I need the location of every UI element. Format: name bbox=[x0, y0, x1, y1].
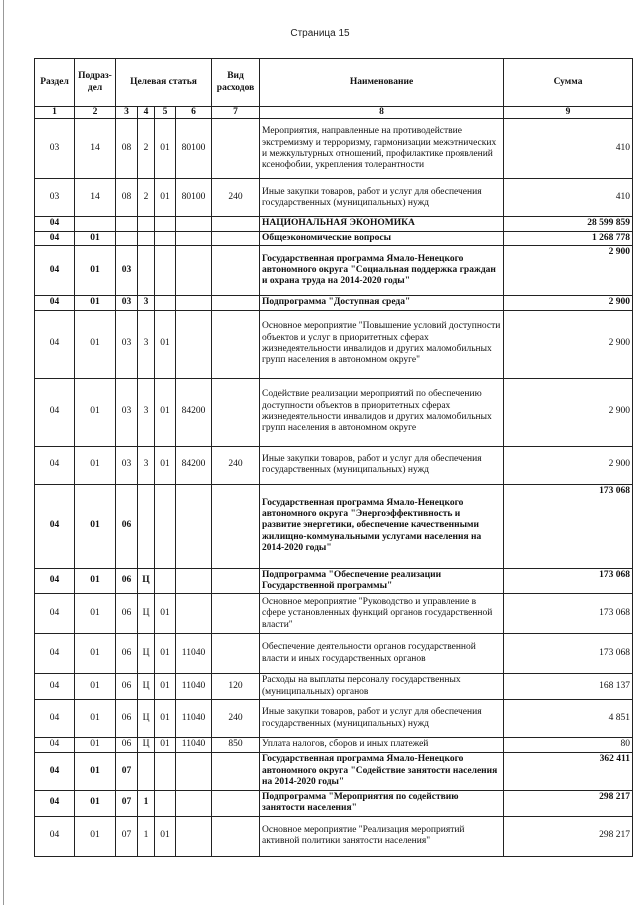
subprogram-cell: 3 bbox=[138, 446, 155, 484]
table-row bbox=[35, 231, 633, 245]
event-cell: 01 bbox=[155, 378, 176, 446]
program-cell bbox=[116, 217, 138, 231]
page-label: Страница 15 bbox=[290, 28, 350, 39]
event-cell: 01 bbox=[155, 119, 176, 179]
subprogram-cell: Ц bbox=[138, 594, 155, 634]
name-cell: Мероприятия, направленные на противодействие экстремизму и терроризму, гармонизации межэтнических и межкультурных отношений, профилактике проявлений ксенофобии, укрепления толерантности bbox=[260, 119, 504, 179]
expense-type-cell bbox=[212, 752, 260, 790]
event-cell bbox=[155, 231, 176, 245]
direction-cell bbox=[176, 484, 212, 568]
header-razdel: Раздел bbox=[35, 59, 75, 107]
podrazdel-cell: 01 bbox=[75, 634, 116, 674]
direction-cell bbox=[176, 568, 212, 594]
table-row bbox=[35, 246, 633, 296]
event-cell: 01 bbox=[155, 738, 176, 752]
direction-cell bbox=[176, 594, 212, 634]
razdel-cell: 04 bbox=[35, 752, 75, 790]
expense-type-cell: 240 bbox=[212, 446, 260, 484]
direction-cell bbox=[176, 790, 212, 816]
table-row bbox=[35, 816, 633, 856]
program-cell: 06 bbox=[116, 634, 138, 674]
subprogram-cell: 1 bbox=[138, 790, 155, 816]
table-row bbox=[35, 310, 633, 378]
table-row bbox=[35, 296, 633, 310]
table-row bbox=[35, 378, 633, 446]
header-summa: Сумма bbox=[504, 59, 633, 107]
event-cell bbox=[155, 790, 176, 816]
expense-type-cell: 850 bbox=[212, 738, 260, 752]
direction-cell: 84200 bbox=[176, 446, 212, 484]
podrazdel-cell: 01 bbox=[75, 378, 116, 446]
sum-cell: 362 411 bbox=[504, 752, 633, 790]
direction-cell bbox=[176, 816, 212, 856]
name-cell: Содействие реализации мероприятий по обеспечению доступности объектов в приоритетных сферах жизнедеятельности инвалидов и других маломобильных групп населения в автономном округе bbox=[260, 378, 504, 446]
subprogram-cell bbox=[138, 246, 155, 296]
subprogram-cell bbox=[138, 217, 155, 231]
event-cell bbox=[155, 568, 176, 594]
name-cell: Основное мероприятие "Реализация мероприятий активной политики занятости населения" bbox=[260, 816, 504, 856]
sum-cell: 2 900 bbox=[504, 246, 633, 296]
program-cell: 08 bbox=[116, 119, 138, 179]
event-cell: 01 bbox=[155, 594, 176, 634]
subprogram-cell: Ц bbox=[138, 738, 155, 752]
direction-cell: 80100 bbox=[176, 179, 212, 217]
table-row bbox=[35, 700, 633, 738]
table-row bbox=[35, 179, 633, 217]
expense-type-cell bbox=[212, 484, 260, 568]
podrazdel-cell: 01 bbox=[75, 568, 116, 594]
table-row bbox=[35, 752, 633, 790]
program-cell: 07 bbox=[116, 816, 138, 856]
subprogram-cell bbox=[138, 752, 155, 790]
razdel-cell: 04 bbox=[35, 634, 75, 674]
program-cell bbox=[116, 231, 138, 245]
razdel-cell: 04 bbox=[35, 594, 75, 634]
razdel-cell: 04 bbox=[35, 296, 75, 310]
sum-cell: 173 068 bbox=[504, 568, 633, 594]
program-cell: 06 bbox=[116, 738, 138, 752]
program-cell: 03 bbox=[116, 446, 138, 484]
podrazdel-cell: 01 bbox=[75, 484, 116, 568]
razdel-cell: 04 bbox=[35, 790, 75, 816]
razdel-cell: 04 bbox=[35, 231, 75, 245]
direction-cell: 11040 bbox=[176, 634, 212, 674]
event-cell bbox=[155, 296, 176, 310]
event-cell bbox=[155, 217, 176, 231]
expense-type-cell bbox=[212, 634, 260, 674]
name-cell: Иные закупки товаров, работ и услуг для обеспечения государственных (муниципальных) нужд bbox=[260, 700, 504, 738]
expense-type-cell bbox=[212, 310, 260, 378]
sum-cell: 2 900 bbox=[504, 378, 633, 446]
sum-cell: 80 bbox=[504, 738, 633, 752]
col-number: 7 bbox=[212, 107, 260, 119]
razdel-cell: 04 bbox=[35, 674, 75, 700]
name-cell: Подпрограмма "Мероприятия по содействию занятости населения" bbox=[260, 790, 504, 816]
program-cell: 07 bbox=[116, 752, 138, 790]
razdel-cell: 04 bbox=[35, 378, 75, 446]
expense-type-cell: 240 bbox=[212, 179, 260, 217]
event-cell: 01 bbox=[155, 446, 176, 484]
sum-cell: 298 217 bbox=[504, 790, 633, 816]
sum-cell: 1 268 778 bbox=[504, 231, 633, 245]
name-cell: Основное мероприятие "Повышение условий доступности объектов и услуг в приоритетных сферах жизнедеятельности инвалидов и других маломобильных групп населения в автономном округе" bbox=[260, 310, 504, 378]
razdel-cell: 03 bbox=[35, 119, 75, 179]
subprogram-cell: 3 bbox=[138, 296, 155, 310]
expense-type-cell: 120 bbox=[212, 674, 260, 700]
event-cell: 01 bbox=[155, 674, 176, 700]
subprogram-cell: 2 bbox=[138, 119, 155, 179]
name-cell: Иные закупки товаров, работ и услуг для обеспечения государственных (муниципальных) нужд bbox=[260, 446, 504, 484]
program-cell: 03 bbox=[116, 378, 138, 446]
program-cell: 06 bbox=[116, 674, 138, 700]
subprogram-cell bbox=[138, 484, 155, 568]
direction-cell bbox=[176, 752, 212, 790]
subprogram-cell: 2 bbox=[138, 179, 155, 217]
razdel-cell: 04 bbox=[35, 310, 75, 378]
podrazdel-cell: 14 bbox=[75, 179, 116, 217]
program-cell: 07 bbox=[116, 790, 138, 816]
razdel-cell: 04 bbox=[35, 217, 75, 231]
name-cell: Подпрограмма "Доступная среда" bbox=[260, 296, 504, 310]
table-row bbox=[35, 738, 633, 752]
sum-cell: 173 068 bbox=[504, 634, 633, 674]
table-row bbox=[35, 790, 633, 816]
event-cell bbox=[155, 484, 176, 568]
podrazdel-cell: 01 bbox=[75, 752, 116, 790]
sum-cell: 4 851 bbox=[504, 700, 633, 738]
razdel-cell: 04 bbox=[35, 816, 75, 856]
expense-type-cell bbox=[212, 816, 260, 856]
name-cell: Основное мероприятие "Руководство и управление в сфере установленных функций органов государственной власти" bbox=[260, 594, 504, 634]
budget-table bbox=[34, 58, 633, 857]
program-cell: 06 bbox=[116, 594, 138, 634]
direction-cell: 84200 bbox=[176, 378, 212, 446]
program-cell: 08 bbox=[116, 179, 138, 217]
direction-cell: 11040 bbox=[176, 700, 212, 738]
sum-cell: 28 599 859 bbox=[504, 217, 633, 231]
table-row bbox=[35, 217, 633, 231]
subprogram-cell bbox=[138, 231, 155, 245]
event-cell bbox=[155, 246, 176, 296]
program-cell: 06 bbox=[116, 568, 138, 594]
header-celevaya: Целевая статья bbox=[116, 59, 212, 107]
name-cell: Подпрограмма "Обеспечение реализации Государственной программы" bbox=[260, 568, 504, 594]
header-podrazdel: Подраз- дел bbox=[75, 59, 116, 107]
header-row bbox=[35, 59, 633, 107]
table-row bbox=[35, 568, 633, 594]
razdel-cell: 04 bbox=[35, 738, 75, 752]
table-row bbox=[35, 594, 633, 634]
event-cell bbox=[155, 752, 176, 790]
expense-type-cell bbox=[212, 568, 260, 594]
podrazdel-cell: 01 bbox=[75, 594, 116, 634]
razdel-cell: 04 bbox=[35, 446, 75, 484]
event-cell: 01 bbox=[155, 634, 176, 674]
event-cell: 01 bbox=[155, 700, 176, 738]
subprogram-cell: Ц bbox=[138, 700, 155, 738]
table-row bbox=[35, 674, 633, 700]
razdel-cell: 04 bbox=[35, 246, 75, 296]
razdel-cell: 04 bbox=[35, 484, 75, 568]
col-number: 4 bbox=[138, 107, 155, 119]
expense-type-cell bbox=[212, 594, 260, 634]
direction-cell: 11040 bbox=[176, 674, 212, 700]
table-row bbox=[35, 634, 633, 674]
expense-type-cell: 240 bbox=[212, 700, 260, 738]
program-cell: 03 bbox=[116, 246, 138, 296]
name-cell: НАЦИОНАЛЬНАЯ ЭКОНОМИКА bbox=[260, 217, 504, 231]
sum-cell: 2 900 bbox=[504, 446, 633, 484]
razdel-cell: 03 bbox=[35, 179, 75, 217]
event-cell: 01 bbox=[155, 816, 176, 856]
col-number: 6 bbox=[176, 107, 212, 119]
subprogram-cell: Ц bbox=[138, 568, 155, 594]
direction-cell bbox=[176, 310, 212, 378]
podrazdel-cell: 01 bbox=[75, 296, 116, 310]
sum-cell: 298 217 bbox=[504, 816, 633, 856]
sum-cell: 2 900 bbox=[504, 296, 633, 310]
podrazdel-cell: 01 bbox=[75, 738, 116, 752]
podrazdel-cell: 01 bbox=[75, 700, 116, 738]
razdel-cell: 04 bbox=[35, 568, 75, 594]
direction-cell: 80100 bbox=[176, 119, 212, 179]
podrazdel-cell: 01 bbox=[75, 790, 116, 816]
event-cell: 01 bbox=[155, 310, 176, 378]
col-number: 2 bbox=[75, 107, 116, 119]
column-number-row bbox=[35, 107, 633, 119]
direction-cell bbox=[176, 217, 212, 231]
table-row bbox=[35, 119, 633, 179]
expense-type-cell bbox=[212, 790, 260, 816]
table-row bbox=[35, 446, 633, 484]
event-cell: 01 bbox=[155, 179, 176, 217]
sum-cell: 410 bbox=[504, 119, 633, 179]
col-number: 8 bbox=[260, 107, 504, 119]
podrazdel-cell: 01 bbox=[75, 310, 116, 378]
name-cell: Расходы на выплаты персоналу государственных (муниципальных) органов bbox=[260, 674, 504, 700]
podrazdel-cell: 14 bbox=[75, 119, 116, 179]
name-cell: Государственная программа Ямало-Ненецкого автономного округа "Социальная поддержка граждан и охрана труда на 2014-2020 годы" bbox=[260, 246, 504, 296]
sum-cell: 173 068 bbox=[504, 594, 633, 634]
razdel-cell: 04 bbox=[35, 700, 75, 738]
expense-type-cell bbox=[212, 246, 260, 296]
sum-cell: 168 137 bbox=[504, 674, 633, 700]
direction-cell bbox=[176, 246, 212, 296]
col-number: 3 bbox=[116, 107, 138, 119]
podrazdel-cell: 01 bbox=[75, 446, 116, 484]
subprogram-cell: Ц bbox=[138, 674, 155, 700]
name-cell: Иные закупки товаров, работ и услуг для обеспечения государственных (муниципальных) нужд bbox=[260, 179, 504, 217]
program-cell: 03 bbox=[116, 296, 138, 310]
program-cell: 06 bbox=[116, 484, 138, 568]
name-cell: Государственная программа Ямало-Ненецкого автономного округа "Содействие занятости населения на 2014-2020 годы" bbox=[260, 752, 504, 790]
subprogram-cell: 3 bbox=[138, 378, 155, 446]
header-name: Наименование bbox=[260, 59, 504, 107]
expense-type-cell bbox=[212, 378, 260, 446]
sum-cell: 173 068 bbox=[504, 484, 633, 568]
name-cell: Уплата налогов, сборов и иных платежей bbox=[260, 738, 504, 752]
col-number: 9 bbox=[504, 107, 633, 119]
expense-type-cell bbox=[212, 231, 260, 245]
col-number: 5 bbox=[155, 107, 176, 119]
name-cell: Общеэкономические вопросы bbox=[260, 231, 504, 245]
expense-type-cell bbox=[212, 217, 260, 231]
name-cell: Обеспечение деятельности органов государственной власти и иных государственных органов bbox=[260, 634, 504, 674]
expense-type-cell bbox=[212, 296, 260, 310]
header-vid: Вид расходов bbox=[212, 59, 260, 107]
subprogram-cell: Ц bbox=[138, 634, 155, 674]
subprogram-cell: 3 bbox=[138, 310, 155, 378]
scan-edge bbox=[3, 0, 4, 905]
table-body bbox=[35, 119, 633, 856]
podrazdel-cell: 01 bbox=[75, 674, 116, 700]
sum-cell: 2 900 bbox=[504, 310, 633, 378]
subprogram-cell: 1 bbox=[138, 816, 155, 856]
expense-type-cell bbox=[212, 119, 260, 179]
sum-cell: 410 bbox=[504, 179, 633, 217]
direction-cell: 11040 bbox=[176, 738, 212, 752]
program-cell: 03 bbox=[116, 310, 138, 378]
col-number: 1 bbox=[35, 107, 75, 119]
podrazdel-cell: 01 bbox=[75, 231, 116, 245]
podrazdel-cell: 01 bbox=[75, 816, 116, 856]
podrazdel-cell bbox=[75, 217, 116, 231]
table-row bbox=[35, 484, 633, 568]
name-cell: Государственная программа Ямало-Ненецкого автономного округа "Энергоэффективность и развитие энергетики, обеспечение качественными жилищно-коммунальными услугами населения на 2014-2020 годы" bbox=[260, 484, 504, 568]
podrazdel-cell: 01 bbox=[75, 246, 116, 296]
direction-cell bbox=[176, 231, 212, 245]
program-cell: 06 bbox=[116, 700, 138, 738]
direction-cell bbox=[176, 296, 212, 310]
